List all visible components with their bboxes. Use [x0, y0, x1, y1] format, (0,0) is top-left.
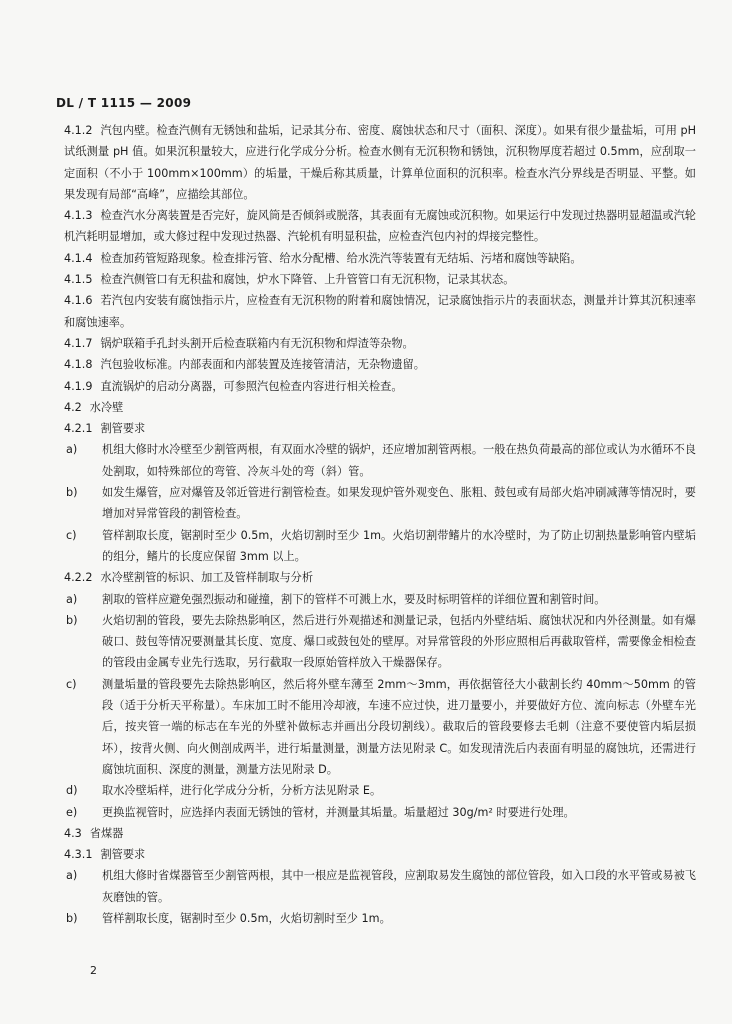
section-heading	[64, 418, 696, 439]
clause-paragraph	[64, 205, 696, 248]
clause-text: 检查汽水分离装置是否完好，旋风筒是否倾斜或脱落，其表面有无腐蚀或沉积物。如果运行中发现过热器明显超温或汽轮机汽耗明显增加，或大修过程中发现过热器、汽轮机有明显积盐，应检查汽包内衬的焊接完整性。	[64, 209, 696, 244]
list-item-label: d)	[66, 784, 78, 798]
section-number: 4.2	[64, 400, 82, 414]
clause-text: 若汽包内安装有腐蚀指示片，应检查有无沉积物的附着和腐蚀情况，记录腐蚀指示片的表面状态，测量并计算其沉积速率和腐蚀速率。	[64, 294, 696, 329]
page-number: 2	[90, 964, 97, 977]
section-heading	[64, 397, 696, 418]
list-item	[64, 780, 696, 801]
section-number: 4.3.1	[64, 848, 93, 862]
standard-header: DL / T 1115 — 2009	[56, 96, 192, 110]
clause-paragraph	[64, 248, 696, 269]
list-item-label: b)	[66, 613, 78, 627]
list-item	[64, 802, 696, 823]
section-title: 水冷壁割管的标识、加工及管样制取与分析	[100, 571, 314, 585]
list-item-text: 火焰切割的管段，要先去除热影响区，然后进行外观描述和测量记录，包括内外壁结垢、腐蚀状况和内外径测量。如有爆破口、鼓包等情况要测量其长度、宽度、爆口或鼓包处的壁厚。对异常管段的外形应照相后再截取管样，需要像金相检查的管段由金属专业先行选取，另行截取一段原始管样放入干燥器保存。	[102, 613, 696, 670]
section-number: 4.2.1	[64, 422, 93, 436]
clause-number: 4.1.6	[64, 294, 93, 308]
clause-text: 检查加药管短路现象。检查排污管、给水分配槽、给水洗汽等装置有无结垢、污堵和腐蚀等缺陷。	[100, 251, 582, 265]
list-item-text: 测量垢量的管段要先去除热影响区，然后将外壁车薄至 2mm～3mm，再依据管径大小截割长约 40mm～50mm 的管段（适于分析天平称量）。车床加工时不能用冷却液，车速不应过快，进刀量要小，并要做好方位、流向标志（外壁车光后，按夹管一端的标志在车光的外壁补做标志并画出分段切割线）。截取后的管段要修去毛刺（注意不要使管内垢层损坏），按背火侧、向火侧剖成两半，进行垢量测量，测量方法见附录 C。如发现清洗后内表面有明显的腐蚀坑，还需进行腐蚀坑面积、深度的测量，测量方法见附录 D。	[102, 677, 696, 776]
list-item-text: 机组大修时省煤器管至少割管两根，其中一根应是监视管段，应割取易发生腐蚀的部位管段，如入口段的水平管或易被飞灰磨蚀的管。	[102, 869, 696, 904]
section-number: 4.3	[64, 826, 82, 840]
list-item-label: c)	[66, 528, 77, 542]
section-heading	[64, 823, 696, 844]
section-title: 省煤器	[89, 826, 124, 840]
clause-paragraph	[64, 333, 696, 354]
section-title: 割管要求	[100, 848, 146, 862]
clause-paragraph	[64, 269, 696, 290]
list-item	[64, 908, 696, 929]
list-item	[64, 589, 696, 610]
list-item-label: b)	[66, 486, 78, 500]
list-item-text: 管样割取长度，锯割时至少 0.5m，火焰切割时至少 1m。火焰切割带鳍片的水冷壁时，为了防止切割热量影响管内壁垢的组分，鳍片的长度应保留 3mm 以上。	[102, 528, 696, 563]
list-item-label: a)	[66, 443, 78, 457]
list-item-label: a)	[66, 592, 78, 606]
clause-paragraph	[64, 376, 696, 397]
list-item-label: b)	[66, 911, 78, 925]
clause-text: 检查汽侧管口有无积盐和腐蚀，炉水下降管、上升管管口有无沉积物，记录其状态。	[100, 273, 515, 287]
list-item-text: 更换监视管时，应选择内表面无锈蚀的管材，并测量其垢量。垢量超过 30g/m² 时要进行处理。	[102, 805, 575, 819]
clause-number: 4.1.7	[64, 336, 93, 350]
list-item-text: 管样割取长度，锯割时至少 0.5m，火焰切割时至少 1m。	[102, 911, 391, 925]
list-item-label: a)	[66, 869, 78, 883]
clause-number: 4.1.2	[64, 124, 93, 137]
list-item-label: e)	[66, 805, 78, 819]
list-item-text: 割取的管样应避免强烈振动和碰撞，割下的管样不可溅上水，要及时标明管样的详细位置和割管时间。	[102, 592, 606, 606]
clause-number: 4.1.4	[64, 251, 93, 265]
clause-number: 4.1.9	[64, 379, 93, 393]
clause-number: 4.1.3	[64, 209, 93, 223]
clause-text: 直流锅炉的启动分离器，可参照汽包检查内容进行相关检查。	[100, 379, 403, 393]
clause-paragraph	[64, 290, 696, 333]
section-title: 割管要求	[100, 422, 146, 436]
list-item	[64, 439, 696, 482]
section-title: 水冷壁	[89, 400, 124, 414]
list-item	[64, 610, 696, 674]
clause-number: 4.1.8	[64, 358, 93, 372]
list-item-text: 取水冷壁垢样，进行化学成分分析，分析方法见附录 E。	[102, 784, 382, 798]
clause-paragraph	[64, 120, 696, 205]
section-heading	[64, 844, 696, 865]
list-item	[64, 482, 696, 525]
section-number: 4.2.2	[64, 571, 93, 585]
section-heading	[64, 567, 696, 588]
list-item-label: c)	[66, 677, 77, 691]
list-item	[64, 865, 696, 908]
list-item-text: 如发生爆管，应对爆管及邻近管进行割管检查。如果发现炉管外观变色、胀粗、鼓包或有局部火焰冲刷减薄等情况时，要增加对异常管段的割管检查。	[102, 486, 696, 521]
clause-text: 汽包验收标准。内部表面和内部装置及连接管清洁，无杂物遗留。	[100, 358, 425, 372]
clause-text: 汽包内壁。检查汽侧有无锈蚀和盐垢，记录其分布、密度、腐蚀状态和尺寸（面积、深度）。如果有很少量盐垢，可用 pH 试纸测量 pH 值。如果沉积量较大，应进行化学成分分析。检查水侧有无沉积物和锈蚀，沉积物厚度若超过 0.5mm，应刮取一定面积（不小于 100mm×100mm）的垢量，干燥后称其质量，计算单位面积的沉积率。检查水汽分界线是否明显、平整。如果发现有局部“高峰”，应描绘其部位。	[64, 124, 696, 201]
list-item	[64, 525, 696, 568]
list-item	[64, 674, 696, 780]
clause-text: 锅炉联箱手孔封头割开后检查联箱内有无沉积物和焊渣等杂物。	[100, 336, 414, 350]
document-body	[64, 120, 696, 929]
clause-paragraph	[64, 354, 696, 375]
list-item-text: 机组大修时水冷壁至少割管两根，有双面水冷壁的锅炉，还应增加割管两根。一般在热负荷最高的部位或认为水循环不良处割取，如特殊部位的弯管、冷灰斗处的弯（斜）管。	[102, 443, 696, 478]
clause-number: 4.1.5	[64, 273, 93, 287]
